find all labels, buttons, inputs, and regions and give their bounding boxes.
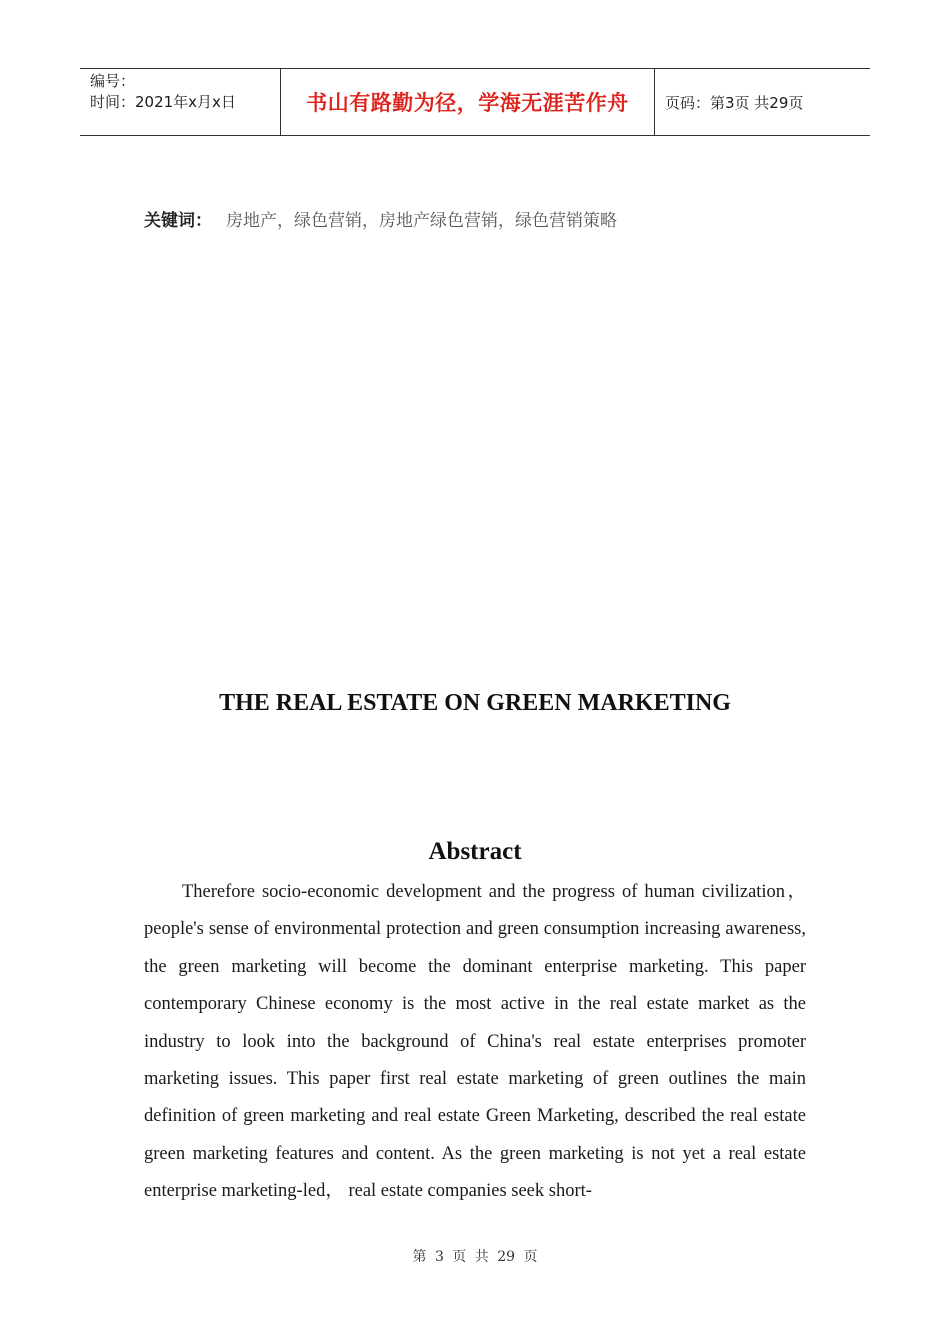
english-title: THE REAL ESTATE ON GREEN MARKETING — [219, 690, 731, 716]
keywords-line — [144, 208, 617, 234]
keywords-label: 关键词： — [144, 211, 212, 231]
header-motto: 书山有路勤为径，学海无涯苦作舟 — [281, 69, 655, 135]
date-line: 时间：2021年x月x日 — [90, 93, 236, 111]
abstract-body: Therefore socio-economic development and the progress of human civilization， people's sense of environmental protection and green consumption increasing awareness, the green marketing will become the dominant enterprise marketing. This paper contemporary Chinese economy is the most active in the real estate market as the industry to look into the background of China's real estate enterprises promoter marketing issues. This paper first real estate marketing of green outlines the main definition of green marketing and real estate Green Marketing, described the real estate green marketing features and content. As the green marketing is not yet a real estate enterprise marketing-led， real estate companies seek short- — [144, 882, 806, 1202]
serial-label: 编号： — [90, 72, 136, 90]
abstract-heading: Abstract — [428, 838, 522, 865]
page-header — [80, 68, 870, 136]
header-page-info: 页码：第3页 共29页 — [665, 93, 804, 112]
header-meta-cell — [80, 69, 281, 135]
keywords-text: 房地产，绿色营销，房地产绿色营销，绿色营销策略 — [226, 211, 617, 231]
page-footer: 第 3 页 共 29 页 — [412, 1249, 538, 1265]
